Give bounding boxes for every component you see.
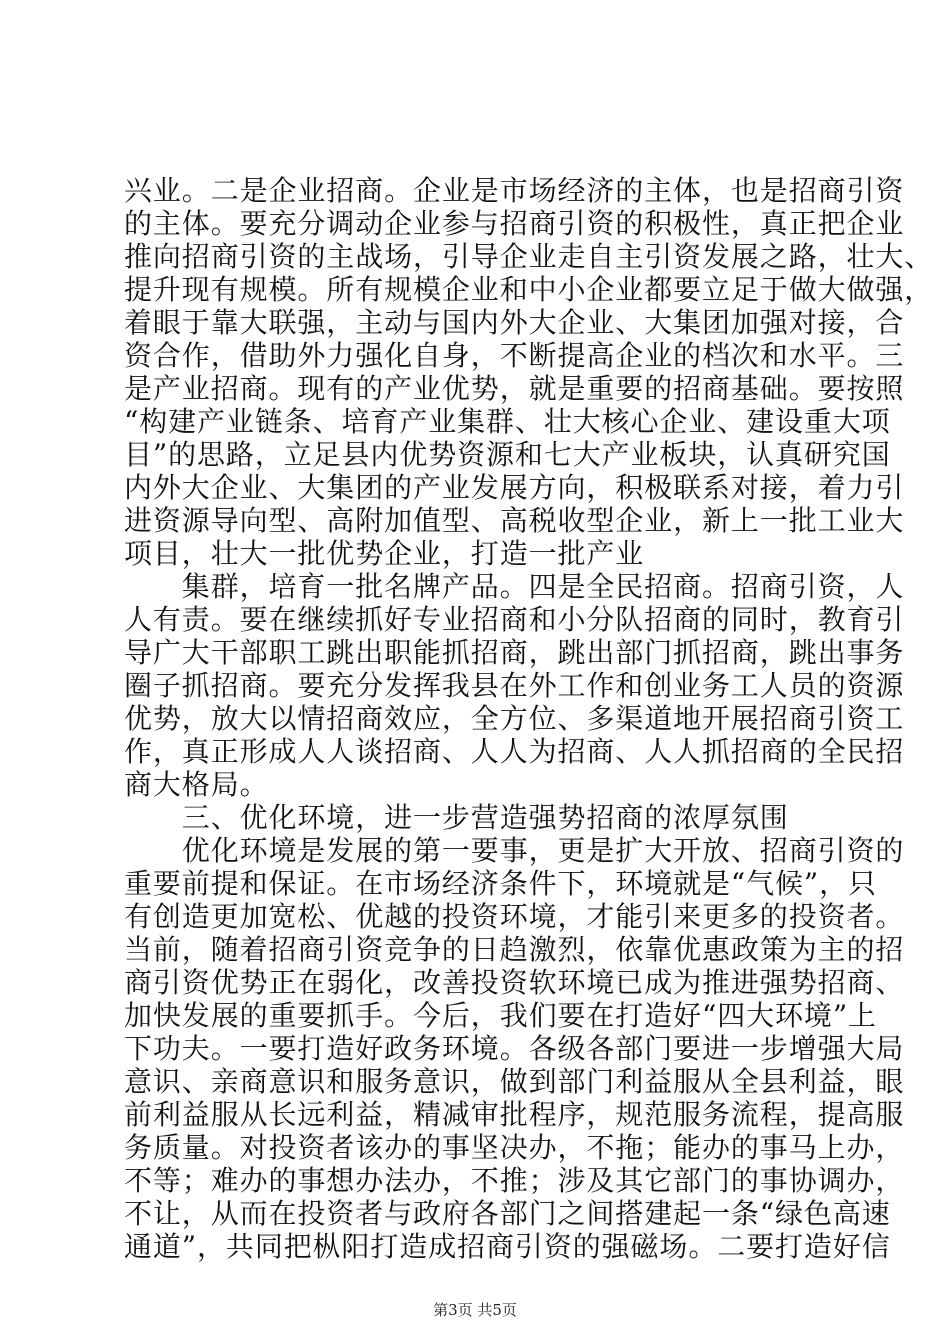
- text-line: 务质量。对投资者该办的事坚决办，不拖；能办的事马上办，: [124, 1131, 905, 1164]
- text-line: 通道”，共同把枞阳打造成招商引资的强磁场。二要打造好信: [124, 1230, 891, 1263]
- text-line: 集群，培育一批名牌产品。四是全民招商。招商引资，人: [124, 570, 905, 603]
- text-line: 重要前提和保证。在市场经济条件下，环境就是“气候”，只: [124, 867, 877, 900]
- text-line: 下功夫。一要打造好政务环境。各级各部门要进一步增强大局: [124, 1032, 905, 1065]
- text-line: 导广大干部职工跳出职能抓招商，跳出部门抓招商，跳出事务: [124, 636, 905, 669]
- text-line: 不让，从而在投资者与政府各部门之间搭建起一条“绿色高速: [124, 1197, 891, 1230]
- text-line: 提升现有规模。所有规模企业和中小企业都要立足于做大做强，: [124, 273, 934, 306]
- text-line: 意识、亲商意识和服务意识，做到部门利益服从全县利益，眼: [124, 1065, 905, 1098]
- text-line: 是产业招商。现有的产业优势，就是重要的招商基础。要按照: [124, 372, 905, 405]
- text-line: 作，真正形成人人谈招商、人人为招商、人人抓招商的全民招: [124, 735, 905, 768]
- text-line: 优势，放大以情招商效应，全方位、多渠道地开展招商引资工: [124, 702, 905, 735]
- text-line: 资合作，借助外力强化自身，不断提高企业的档次和水平。三: [124, 339, 905, 372]
- page-number-footer: 第3页 共5页: [433, 1301, 517, 1319]
- text-line: 商大格局。: [124, 768, 269, 801]
- text-line: 的主体。要充分调动企业参与招商引资的积极性，真正把企业: [124, 207, 905, 240]
- text-line: 内外大企业、大集团的产业发展方向，积极联系对接，着力引: [124, 471, 905, 504]
- text-line: 进资源导向型、高附加值型、高税收型企业，新上一批工业大: [124, 504, 905, 537]
- text-line: 人有责。要在继续抓好专业招商和小分队招商的同时，教育引: [124, 603, 905, 636]
- text-line: “构建产业链条、培育产业集群、壮大核心企业、建设重大项: [124, 405, 891, 438]
- text-line: 着眼于靠大联强，主动与国内外大企业、大集团加强对接，合: [124, 306, 905, 339]
- text-line: 前利益服从长远利益，精减审批程序，规范服务流程，提高服: [124, 1098, 905, 1131]
- text-line: 商引资优势正在弱化，改善投资软环境已成为推进强势招商、: [124, 966, 905, 999]
- text-line: 推向招商引资的主战场，引导企业走自主引资发展之路，壮大、: [124, 240, 934, 273]
- text-line: 优化环境是发展的第一要事，更是扩大开放、招商引资的: [124, 834, 905, 867]
- text-line: 不等；难办的事想办法办，不推；涉及其它部门的事协调办，: [124, 1164, 905, 1197]
- text-line: 兴业。二是企业招商。企业是市场经济的主体，也是招商引资: [124, 174, 905, 207]
- text-line: 当前，随着招商引资竞争的日趋激烈，依靠优惠政策为主的招: [124, 933, 905, 966]
- text-line: 圈子抓招商。要充分发挥我县在外工作和创业务工人员的资源: [124, 669, 905, 702]
- text-line: 目”的思路，立足县内优势资源和七大产业板块，认真研究国: [124, 438, 891, 471]
- text-line: 项目，壮大一批优势企业，打造一批产业: [124, 537, 645, 570]
- text-line: 加快发展的重要抓手。今后，我们要在打造好“四大环境”上: [124, 999, 877, 1032]
- section-heading: 三、优化环境，进一步营造强势招商的浓厚氛围: [124, 801, 789, 834]
- text-line: 有创造更加宽松、优越的投资环境，才能引来更多的投资者。: [124, 900, 905, 933]
